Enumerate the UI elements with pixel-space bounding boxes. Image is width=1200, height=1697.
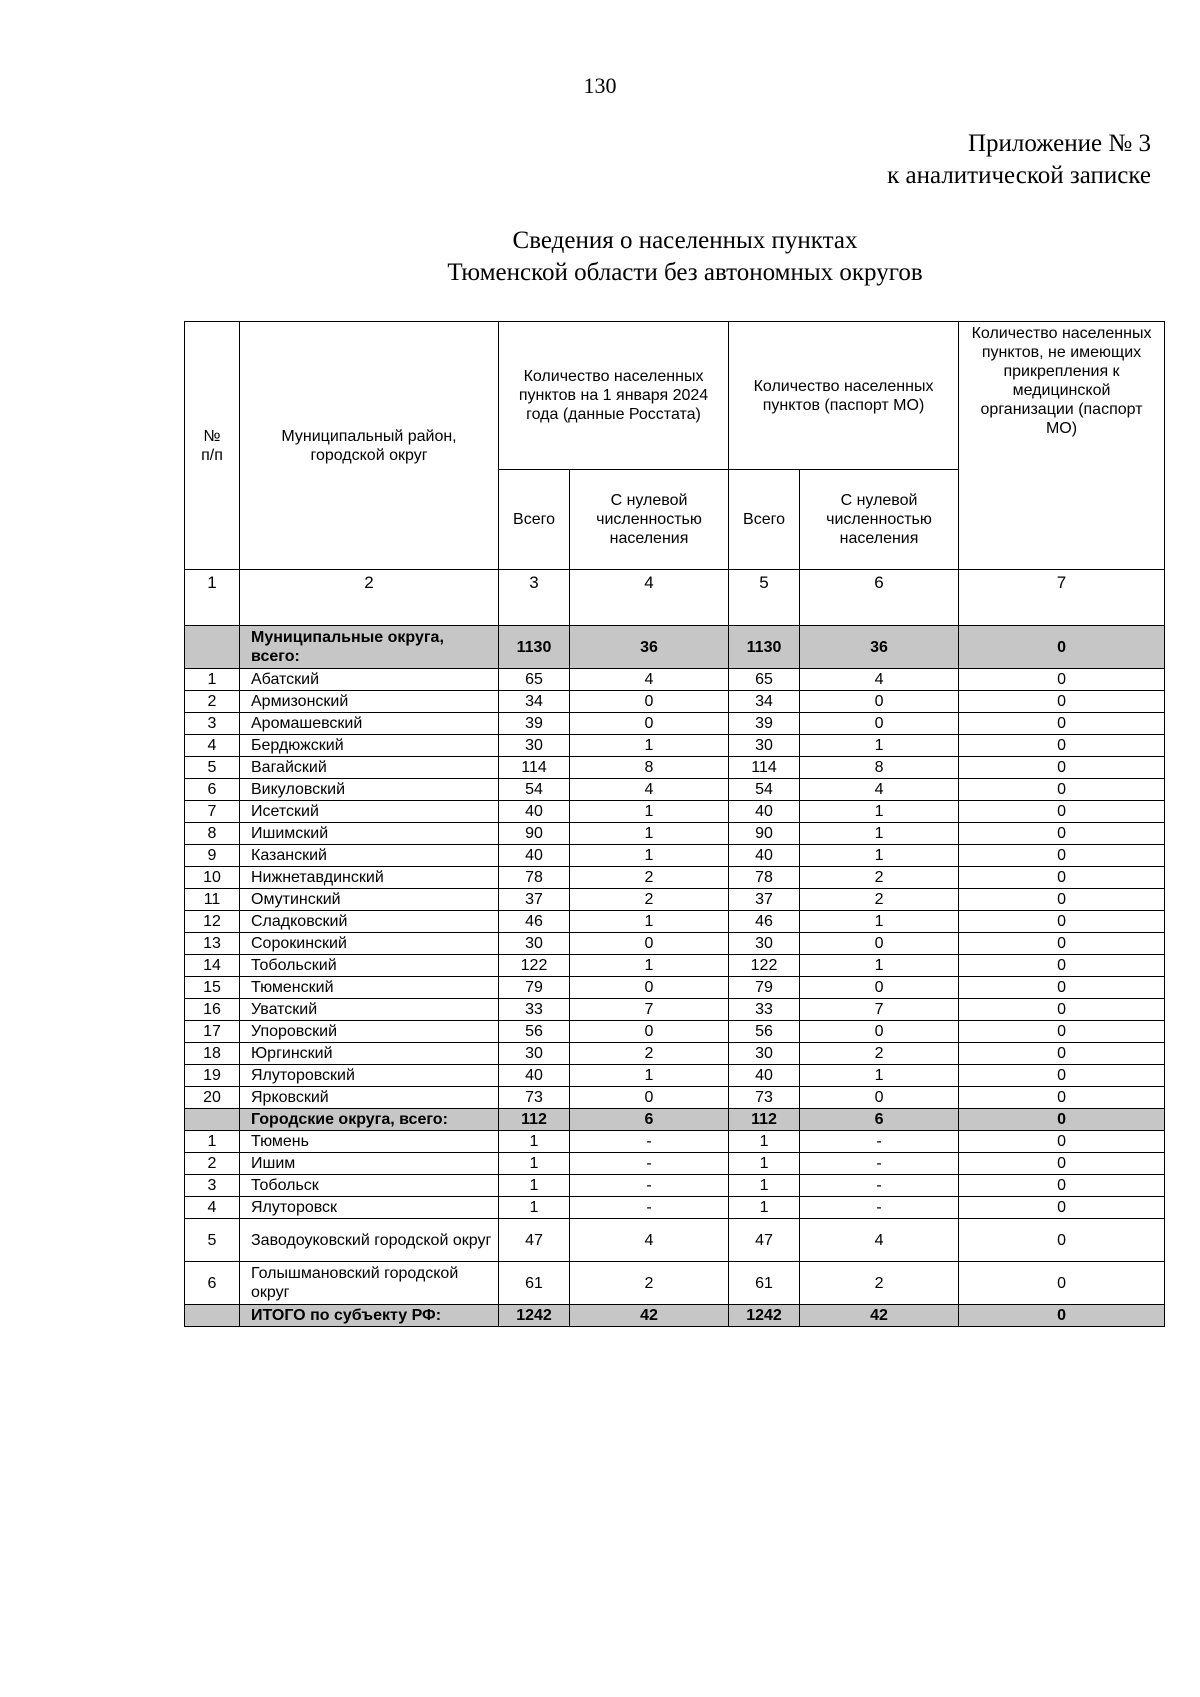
row-value: 2 bbox=[800, 1043, 959, 1065]
row-value: 1 bbox=[800, 801, 959, 823]
header-rosstat-total: Всего bbox=[499, 470, 570, 570]
row-name: Заводоуковский городской округ bbox=[240, 1219, 499, 1262]
row-value: 0 bbox=[959, 1219, 1165, 1262]
row-number: 6 bbox=[185, 779, 240, 801]
total-row-value: 0 bbox=[959, 626, 1165, 669]
col-number: 1 bbox=[185, 570, 240, 626]
row-number: 12 bbox=[185, 911, 240, 933]
row-value: 1 bbox=[570, 735, 729, 757]
row-value: 0 bbox=[959, 691, 1165, 713]
row-value: - bbox=[570, 1197, 729, 1219]
row-value: 0 bbox=[800, 1021, 959, 1043]
total-row-value: 112 bbox=[499, 1109, 570, 1131]
row-value: 37 bbox=[499, 889, 570, 911]
col-number: 5 bbox=[729, 570, 800, 626]
total-row-num bbox=[185, 1109, 240, 1131]
total-row bbox=[185, 1109, 1165, 1131]
row-number: 4 bbox=[185, 1197, 240, 1219]
row-value: 0 bbox=[959, 933, 1165, 955]
row-value: - bbox=[800, 1197, 959, 1219]
total-row-value: 0 bbox=[959, 1109, 1165, 1131]
table-row bbox=[185, 933, 1165, 955]
row-value: 0 bbox=[959, 801, 1165, 823]
table-row bbox=[185, 1219, 1165, 1262]
table-row bbox=[185, 1043, 1165, 1065]
row-number: 10 bbox=[185, 867, 240, 889]
row-name: Ялуторовск bbox=[240, 1197, 499, 1219]
table-row bbox=[185, 691, 1165, 713]
row-name: Армизонский bbox=[240, 691, 499, 713]
header-name: Муниципальный район, городской округ bbox=[240, 322, 499, 570]
row-name: Омутинский bbox=[240, 889, 499, 911]
row-name: Казанский bbox=[240, 845, 499, 867]
row-value: 0 bbox=[959, 1262, 1165, 1305]
row-value: 0 bbox=[959, 1153, 1165, 1175]
row-value: - bbox=[800, 1153, 959, 1175]
row-value: 4 bbox=[800, 1219, 959, 1262]
row-value: 1 bbox=[499, 1153, 570, 1175]
total-row-value: 6 bbox=[800, 1109, 959, 1131]
table-row bbox=[185, 1131, 1165, 1153]
row-value: 61 bbox=[729, 1262, 800, 1305]
table-row bbox=[185, 801, 1165, 823]
total-row-value: 112 bbox=[729, 1109, 800, 1131]
row-number: 18 bbox=[185, 1043, 240, 1065]
row-value: 61 bbox=[499, 1262, 570, 1305]
col-number: 3 bbox=[499, 570, 570, 626]
row-value: 8 bbox=[800, 757, 959, 779]
row-value: 4 bbox=[570, 779, 729, 801]
row-value: 30 bbox=[729, 1043, 800, 1065]
row-value: 0 bbox=[959, 823, 1165, 845]
title-line-1: Сведения о населенных пунктах bbox=[512, 227, 858, 254]
table-row bbox=[185, 1175, 1165, 1197]
row-value: 30 bbox=[499, 933, 570, 955]
row-name: Сладковский bbox=[240, 911, 499, 933]
col-number: 6 bbox=[800, 570, 959, 626]
table-row bbox=[185, 867, 1165, 889]
row-value: 90 bbox=[729, 823, 800, 845]
row-name: Викуловский bbox=[240, 779, 499, 801]
header-rosstat: Количество населенных пунктов на 1 января 2024 года (данные Росстата) bbox=[499, 322, 729, 470]
header-num: № п/п bbox=[185, 322, 240, 570]
row-value: 0 bbox=[570, 1087, 729, 1109]
row-value: 7 bbox=[800, 999, 959, 1021]
header-row bbox=[185, 322, 1165, 470]
total-row-value: 1242 bbox=[729, 1305, 800, 1327]
row-name: Ялуторовский bbox=[240, 1065, 499, 1087]
row-value: 90 bbox=[499, 823, 570, 845]
row-value: 0 bbox=[959, 779, 1165, 801]
row-name: Вагайский bbox=[240, 757, 499, 779]
row-value: 0 bbox=[800, 691, 959, 713]
row-name: Тюменский bbox=[240, 977, 499, 999]
row-value: 1 bbox=[570, 845, 729, 867]
row-value: 30 bbox=[729, 735, 800, 757]
total-row-value: 1242 bbox=[499, 1305, 570, 1327]
row-value: 0 bbox=[570, 1021, 729, 1043]
total-row-label: Городские округа, всего: bbox=[240, 1109, 499, 1131]
row-name: Тобольский bbox=[240, 955, 499, 977]
row-value: 30 bbox=[499, 735, 570, 757]
row-value: 37 bbox=[729, 889, 800, 911]
row-value: 4 bbox=[570, 669, 729, 691]
row-value: 0 bbox=[800, 1087, 959, 1109]
total-row-value: 42 bbox=[570, 1305, 729, 1327]
settlements-table bbox=[184, 321, 1165, 1327]
table-row bbox=[185, 1153, 1165, 1175]
col-number: 2 bbox=[240, 570, 499, 626]
row-number: 16 bbox=[185, 999, 240, 1021]
table-row bbox=[185, 1087, 1165, 1109]
row-value: 54 bbox=[729, 779, 800, 801]
row-name: Нижнетавдинский bbox=[240, 867, 499, 889]
row-value: 1 bbox=[499, 1131, 570, 1153]
row-value: 0 bbox=[800, 713, 959, 735]
row-value: 114 bbox=[499, 757, 570, 779]
row-value: 65 bbox=[729, 669, 800, 691]
total-row-value: 1130 bbox=[499, 626, 570, 669]
row-value: 0 bbox=[959, 977, 1165, 999]
col-number: 4 bbox=[570, 570, 729, 626]
row-name: Ишимский bbox=[240, 823, 499, 845]
row-value: 122 bbox=[729, 955, 800, 977]
row-value: 1 bbox=[800, 845, 959, 867]
row-number: 5 bbox=[185, 1219, 240, 1262]
row-value: 0 bbox=[959, 1131, 1165, 1153]
row-value: 79 bbox=[499, 977, 570, 999]
row-name: Сорокинский bbox=[240, 933, 499, 955]
row-value: 0 bbox=[959, 1043, 1165, 1065]
row-value: 1 bbox=[570, 1065, 729, 1087]
row-value: 0 bbox=[570, 977, 729, 999]
row-value: 30 bbox=[499, 1043, 570, 1065]
row-value: 0 bbox=[959, 757, 1165, 779]
row-number: 1 bbox=[185, 1131, 240, 1153]
row-number: 5 bbox=[185, 757, 240, 779]
row-value: 47 bbox=[729, 1219, 800, 1262]
total-row bbox=[185, 626, 1165, 669]
row-number: 4 bbox=[185, 735, 240, 757]
row-value: 2 bbox=[800, 867, 959, 889]
row-value: 34 bbox=[499, 691, 570, 713]
appendix-note bbox=[887, 128, 1151, 192]
row-value: 78 bbox=[499, 867, 570, 889]
row-value: 7 bbox=[570, 999, 729, 1021]
row-value: 4 bbox=[570, 1219, 729, 1262]
row-value: 0 bbox=[959, 889, 1165, 911]
row-value: 78 bbox=[729, 867, 800, 889]
row-name: Ишим bbox=[240, 1153, 499, 1175]
row-value: 1 bbox=[499, 1175, 570, 1197]
total-row-value: 6 bbox=[570, 1109, 729, 1131]
row-value: 0 bbox=[959, 955, 1165, 977]
table-row bbox=[185, 955, 1165, 977]
row-value: 40 bbox=[729, 801, 800, 823]
row-value: 39 bbox=[499, 713, 570, 735]
table-row bbox=[185, 1262, 1165, 1305]
row-value: 1 bbox=[800, 1065, 959, 1087]
row-value: 46 bbox=[729, 911, 800, 933]
row-value: 8 bbox=[570, 757, 729, 779]
table-row bbox=[185, 735, 1165, 757]
row-value: 2 bbox=[800, 889, 959, 911]
row-number: 14 bbox=[185, 955, 240, 977]
document-title bbox=[340, 225, 1030, 289]
row-value: 47 bbox=[499, 1219, 570, 1262]
row-value: 1 bbox=[800, 955, 959, 977]
col-number: 7 bbox=[959, 570, 1165, 626]
row-value: - bbox=[570, 1131, 729, 1153]
row-value: 34 bbox=[729, 691, 800, 713]
total-row-num bbox=[185, 1305, 240, 1327]
row-value: 40 bbox=[499, 801, 570, 823]
title-line-2: Тюменской области без автономных округов bbox=[447, 259, 923, 286]
row-value: 73 bbox=[499, 1087, 570, 1109]
table-row bbox=[185, 845, 1165, 867]
row-value: 1 bbox=[800, 911, 959, 933]
row-value: 1 bbox=[729, 1153, 800, 1175]
header-passport-total: Всего bbox=[729, 470, 800, 570]
row-value: 0 bbox=[959, 1065, 1165, 1087]
row-number: 8 bbox=[185, 823, 240, 845]
row-value: 4 bbox=[800, 779, 959, 801]
row-value: 122 bbox=[499, 955, 570, 977]
row-value: 40 bbox=[729, 845, 800, 867]
table-row bbox=[185, 669, 1165, 691]
row-value: 0 bbox=[959, 911, 1165, 933]
total-row-value: 36 bbox=[800, 626, 959, 669]
table-row bbox=[185, 823, 1165, 845]
row-name: Голышмановский городской округ bbox=[240, 1262, 499, 1305]
row-value: 4 bbox=[800, 669, 959, 691]
table-row bbox=[185, 911, 1165, 933]
table-row bbox=[185, 1065, 1165, 1087]
row-value: 65 bbox=[499, 669, 570, 691]
column-numbers-row bbox=[185, 570, 1165, 626]
total-row bbox=[185, 1305, 1165, 1327]
row-value: 0 bbox=[959, 867, 1165, 889]
table-row bbox=[185, 779, 1165, 801]
row-name: Уватский bbox=[240, 999, 499, 1021]
row-value: 73 bbox=[729, 1087, 800, 1109]
row-number: 20 bbox=[185, 1087, 240, 1109]
page-number: 130 bbox=[583, 73, 617, 98]
row-value: 1 bbox=[570, 955, 729, 977]
total-row-value: 0 bbox=[959, 1305, 1165, 1327]
row-number: 11 bbox=[185, 889, 240, 911]
row-value: 56 bbox=[499, 1021, 570, 1043]
row-name: Ярковский bbox=[240, 1087, 499, 1109]
row-value: 1 bbox=[800, 735, 959, 757]
row-name: Аромашевский bbox=[240, 713, 499, 735]
table-row bbox=[185, 1197, 1165, 1219]
row-value: 0 bbox=[959, 1021, 1165, 1043]
row-number: 7 bbox=[185, 801, 240, 823]
row-name: Юргинский bbox=[240, 1043, 499, 1065]
row-value: 0 bbox=[570, 933, 729, 955]
header-no-attachment: Количество населенных пунктов, не имеющих прикрепления к медицинской организации (паспорт МО) bbox=[959, 322, 1165, 570]
row-number: 1 bbox=[185, 669, 240, 691]
row-value: 33 bbox=[499, 999, 570, 1021]
total-row-label: ИТОГО по субъекту РФ: bbox=[240, 1305, 499, 1327]
row-value: 114 bbox=[729, 757, 800, 779]
row-name: Абатский bbox=[240, 669, 499, 691]
appendix-line-1: Приложение № 3 bbox=[967, 130, 1151, 157]
row-value: 2 bbox=[800, 1262, 959, 1305]
table-row bbox=[185, 977, 1165, 999]
row-value: 0 bbox=[570, 691, 729, 713]
row-value: 1 bbox=[800, 823, 959, 845]
row-number: 15 bbox=[185, 977, 240, 999]
row-name: Тобольск bbox=[240, 1175, 499, 1197]
row-value: 0 bbox=[959, 845, 1165, 867]
table-row bbox=[185, 999, 1165, 1021]
appendix-line-2: к аналитической записке bbox=[887, 162, 1151, 189]
row-value: 30 bbox=[729, 933, 800, 955]
row-name: Исетский bbox=[240, 801, 499, 823]
row-number: 6 bbox=[185, 1262, 240, 1305]
row-value: 33 bbox=[729, 999, 800, 1021]
row-value: 40 bbox=[729, 1065, 800, 1087]
row-value: - bbox=[570, 1153, 729, 1175]
row-value: 39 bbox=[729, 713, 800, 735]
header-passport-zero: С нулевой численностью населения bbox=[800, 470, 959, 570]
table-body bbox=[185, 570, 1165, 1327]
row-value: 0 bbox=[959, 713, 1165, 735]
row-value: 0 bbox=[959, 1197, 1165, 1219]
row-number: 19 bbox=[185, 1065, 240, 1087]
row-value: 0 bbox=[959, 735, 1165, 757]
row-value: 40 bbox=[499, 1065, 570, 1087]
row-value: 0 bbox=[959, 1175, 1165, 1197]
table-row bbox=[185, 757, 1165, 779]
row-name: Тюмень bbox=[240, 1131, 499, 1153]
row-value: 0 bbox=[959, 669, 1165, 691]
table-row bbox=[185, 1021, 1165, 1043]
row-value: 0 bbox=[959, 999, 1165, 1021]
row-value: 1 bbox=[499, 1197, 570, 1219]
row-value: 1 bbox=[570, 911, 729, 933]
total-row-value: 36 bbox=[570, 626, 729, 669]
row-value: 1 bbox=[729, 1197, 800, 1219]
row-number: 3 bbox=[185, 713, 240, 735]
row-value: 40 bbox=[499, 845, 570, 867]
row-value: 0 bbox=[959, 1087, 1165, 1109]
row-name: Упоровский bbox=[240, 1021, 499, 1043]
row-number: 13 bbox=[185, 933, 240, 955]
header-rosstat-zero: С нулевой численностью населения bbox=[570, 470, 729, 570]
header-passport: Количество населенных пунктов (паспорт МО) bbox=[729, 322, 959, 470]
row-number: 2 bbox=[185, 1153, 240, 1175]
row-value: 0 bbox=[800, 977, 959, 999]
total-row-value: 1130 bbox=[729, 626, 800, 669]
row-value: - bbox=[800, 1131, 959, 1153]
row-value: 1 bbox=[729, 1131, 800, 1153]
row-value: 2 bbox=[570, 1262, 729, 1305]
row-number: 2 bbox=[185, 691, 240, 713]
row-value: 1 bbox=[570, 823, 729, 845]
total-row-num bbox=[185, 626, 240, 669]
row-value: 2 bbox=[570, 1043, 729, 1065]
row-value: 2 bbox=[570, 889, 729, 911]
total-row-label: Муниципальные округа, всего: bbox=[240, 626, 499, 669]
row-value: - bbox=[570, 1175, 729, 1197]
row-value: 56 bbox=[729, 1021, 800, 1043]
table-row bbox=[185, 889, 1165, 911]
row-number: 9 bbox=[185, 845, 240, 867]
row-value: 2 bbox=[570, 867, 729, 889]
row-value: 1 bbox=[570, 801, 729, 823]
row-number: 3 bbox=[185, 1175, 240, 1197]
table-row bbox=[185, 713, 1165, 735]
total-row-value: 42 bbox=[800, 1305, 959, 1327]
row-number: 17 bbox=[185, 1021, 240, 1043]
row-value: 46 bbox=[499, 911, 570, 933]
row-value: - bbox=[800, 1175, 959, 1197]
row-value: 1 bbox=[729, 1175, 800, 1197]
row-value: 54 bbox=[499, 779, 570, 801]
row-value: 79 bbox=[729, 977, 800, 999]
row-value: 0 bbox=[570, 713, 729, 735]
row-value: 0 bbox=[800, 933, 959, 955]
row-name: Бердюжский bbox=[240, 735, 499, 757]
